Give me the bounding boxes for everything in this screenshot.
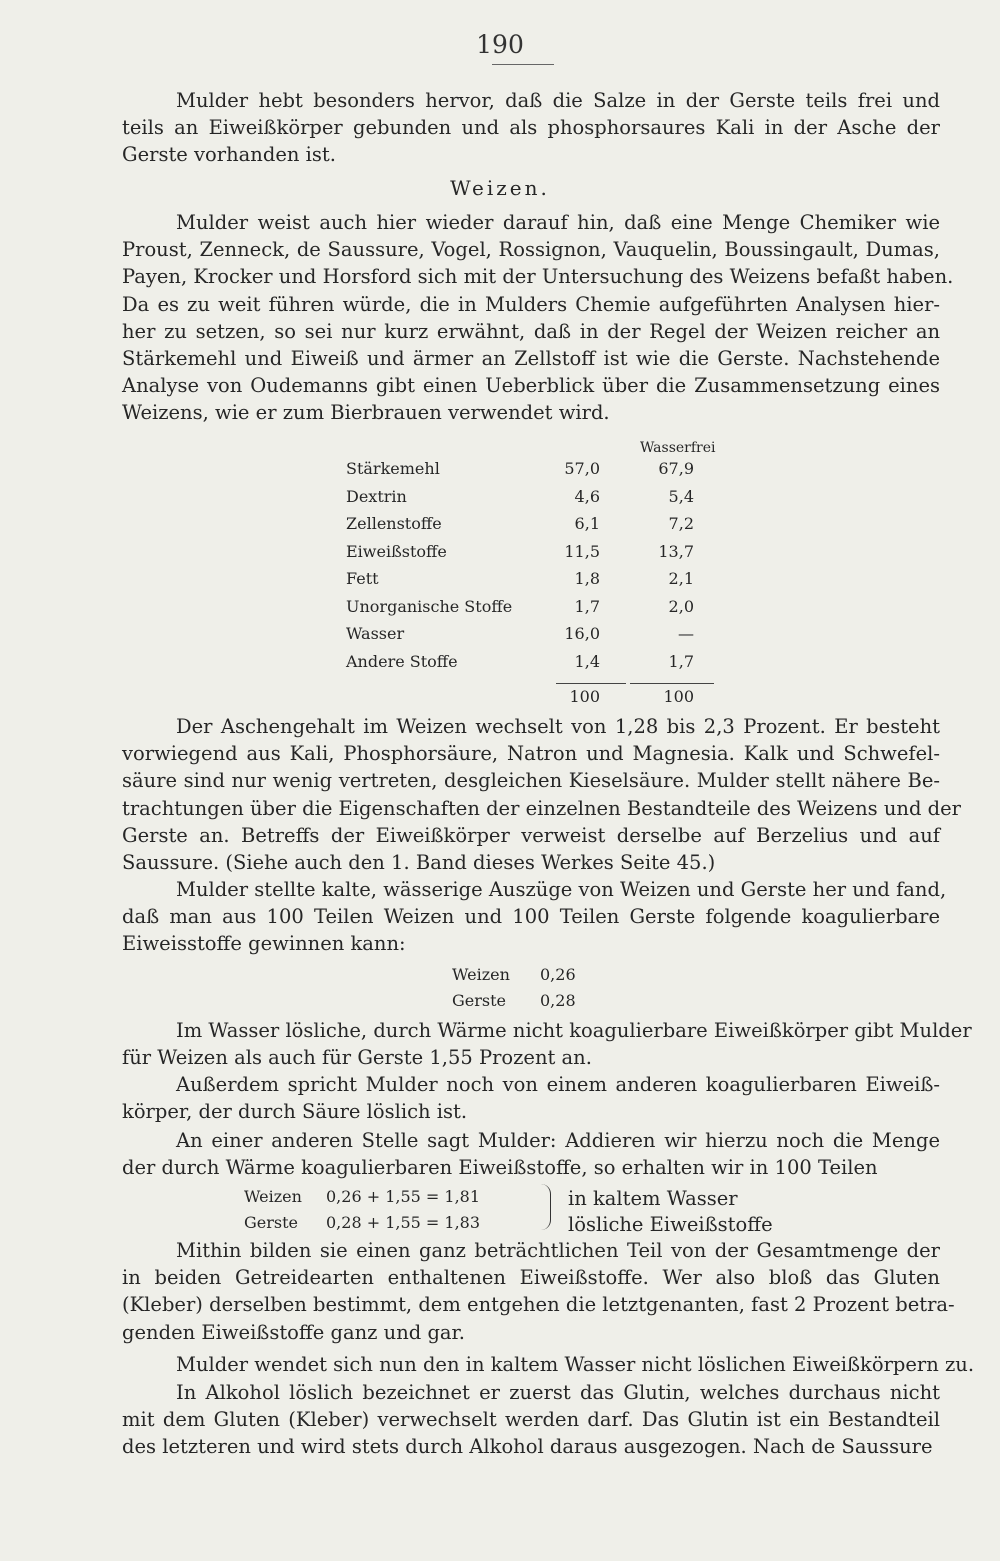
text-line: Der Aschengehalt im Weizen wechselt von 1,28 bis 2,3 Prozent. Er besteht: [176, 715, 940, 738]
sum-label: Gerste: [244, 1213, 299, 1232]
table-row-dry-value: 67,9: [658, 459, 694, 478]
text-line: Mulder weist auch hier wieder darauf hin, daß eine Menge Chemiker wie: [176, 211, 940, 234]
page-number: 190: [476, 30, 524, 59]
coag-label: Weizen: [452, 965, 510, 984]
text-line: Weizens, wie er zum Bierbrauen verwendet wird.: [122, 401, 610, 425]
table-row-label: Andere Stoffe: [346, 651, 458, 671]
table-row-label: Zellenstoffe: [346, 514, 442, 533]
total-value: 100: [569, 687, 600, 706]
sum-note-line: in kaltem Wasser: [568, 1187, 738, 1210]
table-row-value: 1,8: [574, 569, 600, 588]
coag-value: 0,28: [540, 991, 576, 1010]
sum-expression: 0,26 + 1,55 = 1,81: [326, 1187, 481, 1206]
text-line: Payen, Krocker und Horsford sich mit der Untersuchung des Weizens befaßt haben.: [122, 265, 954, 289]
table-row-dry-value: 5,4: [668, 486, 694, 506]
coag-value: 0,26: [540, 965, 576, 984]
table-row-label: Eiweißstoffe: [346, 541, 447, 561]
text-line: Mulder wendet sich nun den in kaltem Wasser nicht löslichen Eiweißkörpern zu.: [176, 1353, 975, 1376]
text-line: des letzteren und wird stets durch Alkohol daraus ausgezogen. Nach de Saussure: [122, 1435, 933, 1459]
text-line: her zu setzen, so sei nur kurz erwähnt, daß in der Regel der Weizen reicher an: [122, 319, 940, 343]
text-line: trachtungen über die Eigenschaften der einzelnen Bestandteile des Weizens und der: [122, 796, 962, 820]
total-dry-value: 100: [663, 687, 694, 706]
text-line: körper, der durch Säure löslich ist.: [122, 1100, 468, 1124]
text-line: säure sind nur wenig vertreten, desgleichen Kieselsäure. Mulder stellt nähere Be-: [122, 769, 940, 793]
table-row-value: 16,0: [564, 624, 600, 643]
table-row-dry-value: 2,1: [668, 569, 694, 588]
table-row-label: Fett: [346, 569, 379, 588]
section-heading: Weizen.: [450, 176, 550, 200]
sum-label: Weizen: [244, 1187, 302, 1206]
text-line: genden Eiweißstoffe ganz und gar.: [122, 1320, 465, 1344]
sum-expression: 0,28 + 1,55 = 1,83: [326, 1213, 481, 1232]
text-line: für Weizen als auch für Gerste 1,55 Prozent an.: [122, 1046, 592, 1070]
text-line: Gerste vorhanden ist.: [122, 143, 336, 167]
text-line: daß man aus 100 Teilen Weizen und 100 Teilen Gerste folgende koagulierbare: [122, 905, 940, 929]
table-row-value: 4,6: [574, 486, 600, 506]
table-row-value: 11,5: [564, 541, 600, 561]
table-row-label: Stärkemehl: [346, 459, 440, 478]
coag-label: Gerste: [452, 991, 507, 1010]
text-line: in beiden Getreidearten enthaltenen Eiweißstoffe. Wer also bloß das Gluten: [122, 1266, 940, 1290]
table-row-label: Unorganische Stoffe: [346, 596, 513, 616]
text-line: Mulder hebt besonders hervor, daß die Salze in der Gerste teils frei und: [176, 89, 940, 112]
text-line: Im Wasser lösliche, durch Wärme nicht koagulierbare Eiweißkörper gibt Mulder: [176, 1019, 972, 1042]
table-row-value: 1,7: [574, 596, 600, 616]
table-row-dry-value: 7,2: [668, 514, 694, 533]
table-row-dry-value: 13,7: [658, 541, 694, 561]
text-line: Außerdem spricht Mulder noch von einem anderen koagulierbaren Eiweiß-: [176, 1073, 940, 1096]
text-line: (Kleber) derselben bestimmt, dem entgehen die letztgenanten, fast 2 Prozent betra-: [122, 1293, 955, 1317]
text-line: der durch Wärme koagulierbaren Eiweißstoffe, so erhalten wir in 100 Teilen: [122, 1156, 878, 1180]
table-row-label: Wasser: [346, 624, 405, 643]
text-line: Gerste an. Betreffs der Eiweißkörper verweist derselbe auf Berzelius und auf: [122, 823, 940, 847]
table-row-dry-value: —: [678, 624, 694, 643]
text-line: An einer anderen Stelle sagt Mulder: Addieren wir hierzu noch die Menge: [176, 1129, 940, 1152]
text-line: vorwiegend aus Kali, Phosphorsäure, Natron und Magnesia. Kalk und Schwefel-: [122, 742, 940, 766]
text-line: Da es zu weit führen würde, die in Mulders Chemie aufgeführten Analysen hier-: [122, 292, 940, 316]
text-line: Analyse von Oudemanns gibt einen Ueberblick über die Zusammensetzung eines: [122, 374, 940, 398]
brace: [536, 1184, 551, 1230]
text-line: Mulder stellte kalte, wässerige Auszüge von Weizen und Gerste her und fand,: [176, 878, 947, 901]
sum-note-line: lösliche Eiweißstoffe: [568, 1213, 773, 1236]
text-line: Saussure. (Siehe auch den 1. Band dieses Werkes Seite 45.): [122, 851, 716, 874]
table-column-header: Wasserfrei: [640, 440, 716, 456]
text-line: Stärkemehl und Eiweiß und ärmer an Zellstoff ist wie die Gerste. Nachstehende: [122, 347, 940, 370]
text-line: In Alkohol löslich bezeichnet er zuerst das Glutin, welches durchaus nicht: [176, 1381, 940, 1404]
table-row-value: 57,0: [564, 459, 600, 478]
page-number-rule: [492, 64, 554, 65]
table-row-value: 6,1: [574, 514, 600, 533]
table-row-label: Dextrin: [346, 486, 407, 506]
table-row-value: 1,4: [574, 651, 600, 671]
text-line: Mithin bilden sie einen ganz beträchtlichen Teil von der Gesamtmenge der: [176, 1239, 940, 1262]
text-line: Proust, Zenneck, de Saussure, Vogel, Rossignon, Vauquelin, Boussingault, Dumas,: [122, 238, 940, 262]
table-row-dry-value: 2,0: [668, 596, 694, 616]
text-line: Eiweisstoffe gewinnen kann:: [122, 932, 406, 956]
text-line: mit dem Gluten (Kleber) verwechselt werden darf. Das Glutin ist ein Bestandteil: [122, 1408, 940, 1432]
text-line: teils an Eiweißkörper gebunden und als phosphorsaures Kali in der Asche der: [122, 116, 940, 140]
table-row-dry-value: 1,7: [668, 651, 694, 671]
